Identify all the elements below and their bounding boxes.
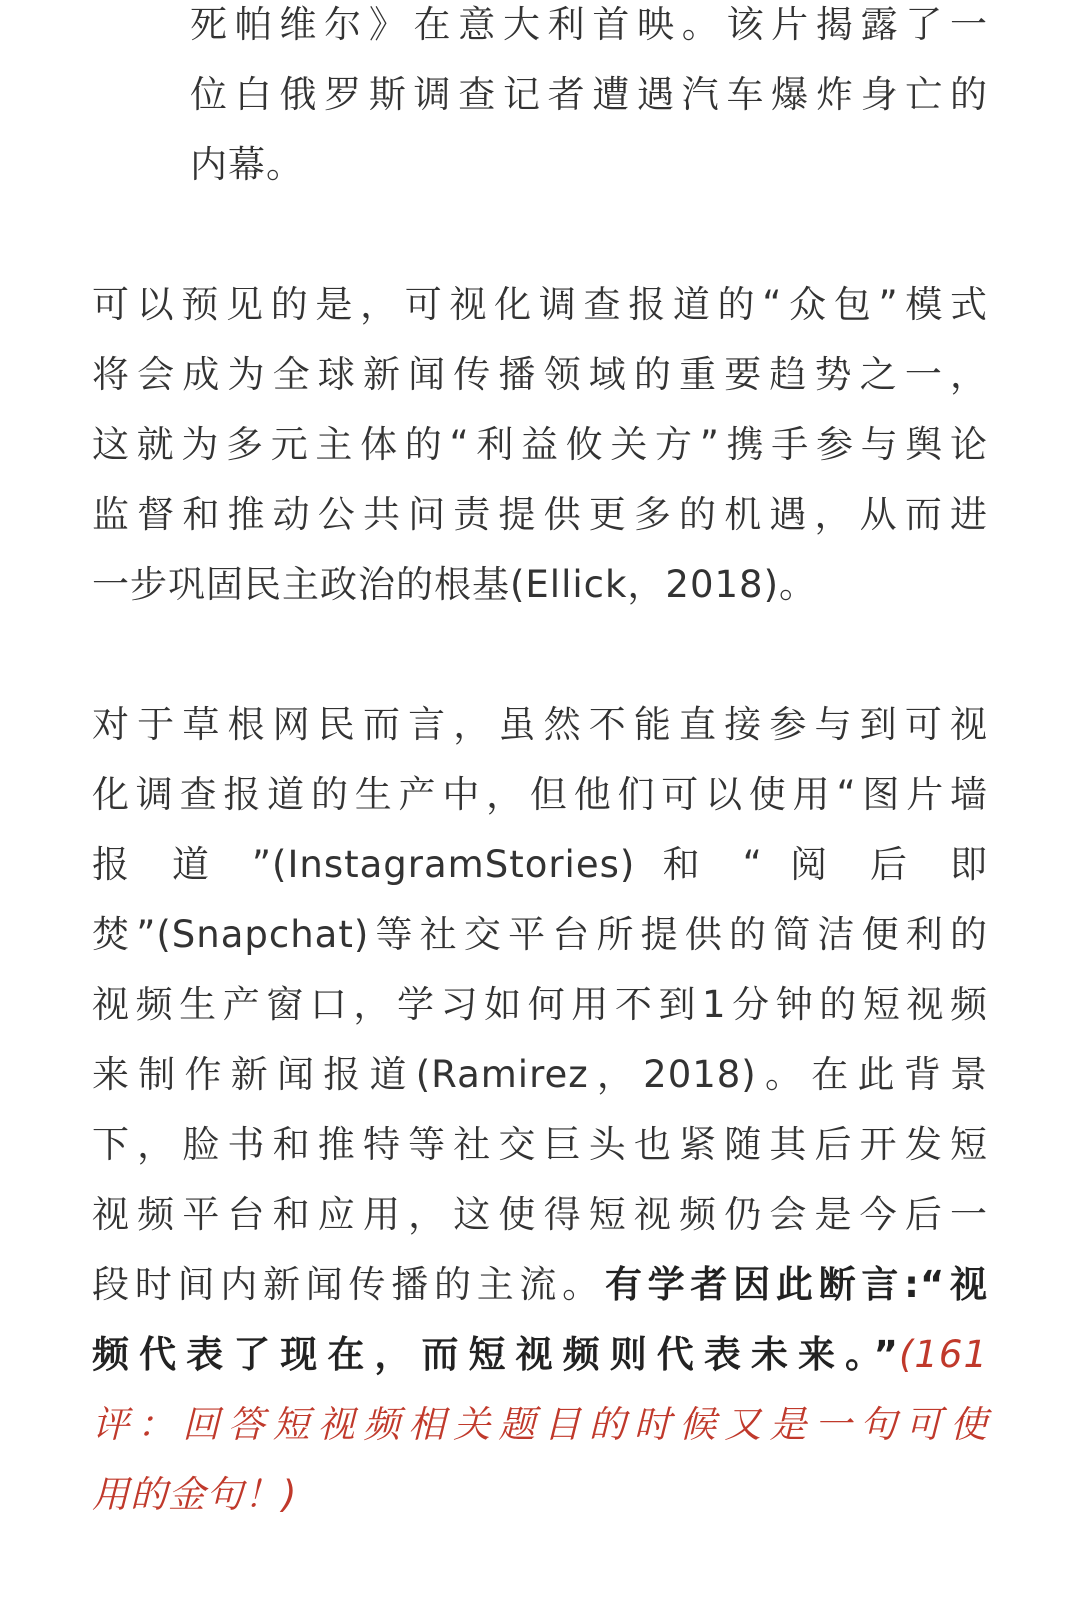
annotation-comment-segment: (161 [898,1333,988,1376]
text-line: 来制作新闻报道(Ramirez，2018)。在此背景 [92,1053,988,1096]
annotation-comment-line: 用的金句！) [92,1473,298,1516]
text-line: 内幕。 [190,143,304,186]
text-line-mixed [92,1320,988,1390]
text-line: 将会成为全球新闻传播领域的重要趋势之一， [92,353,988,396]
text-line: 视频平台和应用，这使得短视频仍会是今后一 [92,1193,988,1236]
paragraph-grassroots [92,690,988,1530]
text-line: 一步巩固民主政治的根基(Ellick，2018)。 [92,563,818,606]
text-line: 位白俄罗斯调查记者遭遇汽车爆炸身亡的 [190,73,988,116]
text-line: 视频生产窗口，学习如何用不到1分钟的短视频 [92,983,988,1026]
text-line: 对于草根网民而言，虽然不能直接参与到可视 [92,703,988,746]
plain-text-segment: 段时间内新闻传播的主流。 [92,1263,605,1306]
text-line-mixed [92,1250,988,1320]
text-line: 监督和推动公共问责提供更多的机遇，从而进 [92,493,988,536]
text-line: 化调查报道的生产中，但他们可以使用“图片墙 [92,773,988,816]
annotation-comment-line: 评：回答短视频相关题目的时候又是一句可使 [92,1403,988,1446]
text-line: 可以预见的是，可视化调查报道的“众包”模式 [92,283,988,326]
text-line: 下，脸书和推特等社交巨头也紧随其后开发短 [92,1123,988,1166]
paragraph-crowdsourcing [92,270,988,620]
bold-quote-segment: 有学者因此断言:“视 [604,1263,989,1306]
text-line: 这就为多元主体的“利益攸关方”携手参与舆论 [92,423,988,466]
text-line: 死帕维尔》在意大利首映。该片揭露了一 [190,3,988,46]
bold-quote-segment: 频代表了现在，而短视频则代表未来。” [92,1333,899,1376]
quote-block [190,0,988,200]
text-line: 焚”(Snapchat)等社交平台所提供的简洁便利的 [92,913,988,956]
text-line: 报 道 ”(InstagramStories) 和 “ 阅 后 即 [92,843,988,886]
